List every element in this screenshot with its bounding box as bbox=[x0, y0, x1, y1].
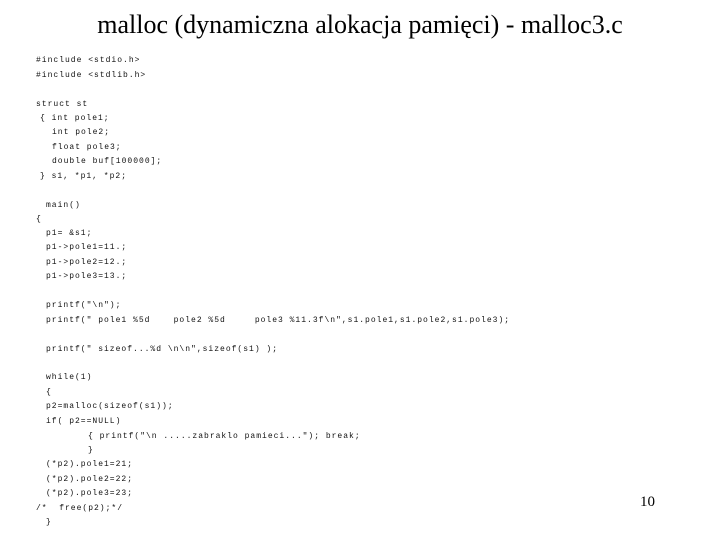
code-line: #include <stdio.h> bbox=[36, 56, 141, 65]
slide-title: malloc (dynamiczna alokacja pamięci) - malloc3.c bbox=[97, 10, 623, 39]
code-line: printf(" sizeof...%d \n\n",sizeof(s1) ); bbox=[46, 345, 279, 354]
code-line: double buf[100000]; bbox=[52, 157, 163, 166]
code-line: { bbox=[46, 388, 52, 397]
code-line: main() bbox=[46, 201, 81, 210]
code-line: while(1) bbox=[46, 373, 93, 382]
code-line: p1->pole2=12.; bbox=[46, 258, 128, 267]
code-line: } bbox=[88, 446, 94, 455]
code-line: } s1, *p1, *p2; bbox=[40, 172, 128, 181]
code-line: p1->pole1=11.; bbox=[46, 243, 128, 252]
code-line: { int pole1; bbox=[40, 114, 110, 123]
code-line: { printf("\n .....zabraklo pamieci..."); break; bbox=[88, 432, 361, 441]
code-line: struct st bbox=[36, 100, 89, 109]
code-line: p1= &s1; bbox=[46, 229, 93, 238]
code-line: (*p2).pole1=21; bbox=[46, 460, 134, 469]
code-line: #include <stdlib.h> bbox=[36, 71, 147, 80]
code-line: printf(" pole1 %5d pole2 %5d pole3 %11.3f\n",s1.pole1,s1.pole2,s1.pole3); bbox=[46, 316, 511, 325]
code-line: float pole3; bbox=[52, 143, 122, 152]
code-line: } bbox=[46, 518, 52, 527]
code-line: p2=malloc(sizeof(s1)); bbox=[46, 402, 174, 411]
code-line: p1->pole3=13.; bbox=[46, 272, 128, 281]
code-line: /* free(p2);*/ bbox=[36, 504, 124, 513]
code-line: (*p2).pole2=22; bbox=[46, 475, 134, 484]
code-line: int pole2; bbox=[52, 128, 111, 137]
page-number: 10 bbox=[640, 494, 655, 510]
code-line: if( p2==NULL) bbox=[46, 417, 122, 426]
code-line: (*p2).pole3=23; bbox=[46, 489, 134, 498]
code-line: { bbox=[36, 215, 42, 224]
code-line: printf("\n"); bbox=[46, 301, 122, 310]
